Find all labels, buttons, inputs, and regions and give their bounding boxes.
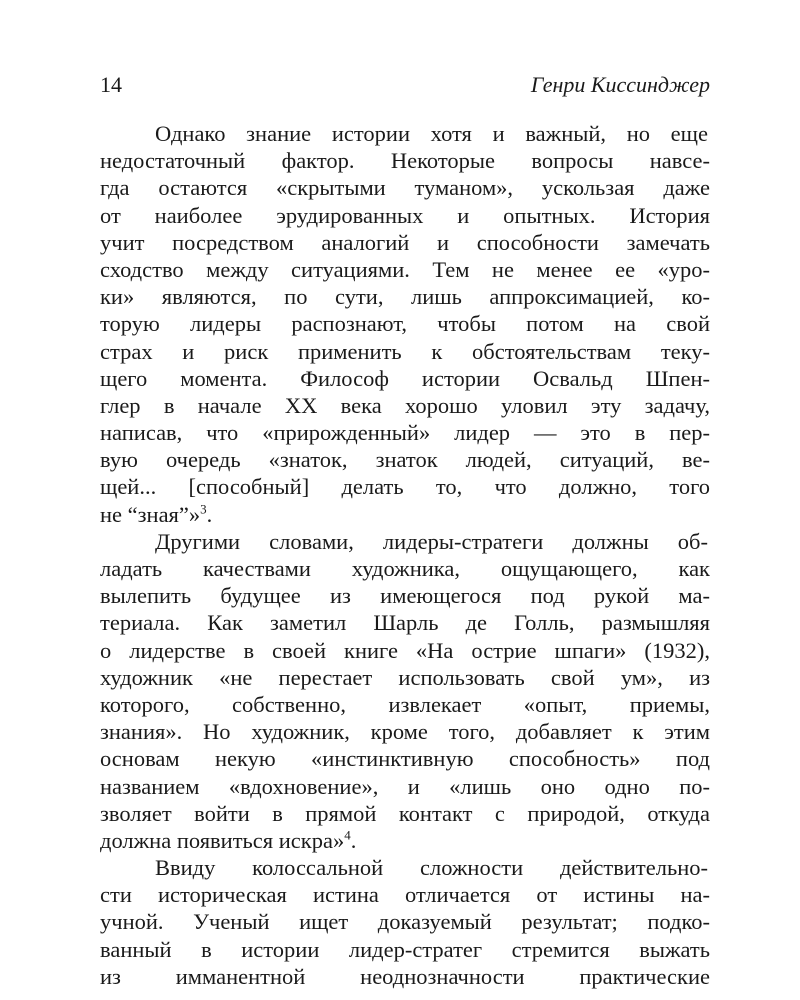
text-line: сходство между ситуациями. Тем не менее ее «уро- xyxy=(100,256,710,282)
text-line-last xyxy=(100,827,710,854)
text-line: сти историческая истина отличается от истины на- xyxy=(100,882,710,908)
running-title: Генри Киссинджер xyxy=(530,72,710,97)
text-line: гда остаются «скрытыми туманом», ускользая даже xyxy=(100,175,710,201)
text-line: страх и риск применить к обстоятельствам теку- xyxy=(100,338,710,364)
paragraph-3 xyxy=(100,854,710,990)
end-punct: . xyxy=(206,501,213,527)
text-line: Ввиду колоссальной сложности действительно- xyxy=(155,855,708,881)
page-number: 14 xyxy=(100,72,122,97)
text-line: Другими словами, лидеры-стратеги должны об- xyxy=(155,528,708,554)
text-line: ладать качествами художника, ощущающего, как xyxy=(100,556,710,581)
text-line: которого, собственно, извлекает «опыт, приемы, xyxy=(100,691,710,717)
text-line: вылепить будущее из имеющегося под рукой ма- xyxy=(100,583,710,609)
paragraph-2 xyxy=(100,528,710,854)
text-fragment: должна появиться искра» xyxy=(100,827,345,853)
text-line: учит посредством аналогий и способности замечать xyxy=(100,229,710,255)
body-text xyxy=(100,120,710,990)
text-line: вую очередь «знаток, знаток людей, ситуаций, ве- xyxy=(100,447,710,473)
text-line: из имманентной неоднозначности практические xyxy=(100,963,710,989)
text-line: териала. Как заметил Шарль де Голль, размышляя xyxy=(100,610,710,636)
text-fragment: не “зная”» xyxy=(100,501,201,527)
text-line: ки» являются, по сути, лишь аппроксимацией, ко- xyxy=(100,284,710,310)
text-line: щей... [способный] делать то, что должно, того xyxy=(100,474,710,500)
text-line: названием «вдохновение», и «лишь оно одно по- xyxy=(100,773,710,799)
text-line: знания». Но художник, кроме того, добавляет к этим xyxy=(100,719,710,745)
text-line: Однако знание истории хотя и важный, но еще xyxy=(155,121,708,146)
text-line: глер в начале XX века хорошо уловил эту задачу, xyxy=(100,392,710,418)
text-line: о лидерстве в своей книге «На острие шпаги» (1932), xyxy=(100,637,710,663)
text-line: недостаточный фактор. Некоторые вопросы навсе- xyxy=(100,148,710,174)
text-line: ванный в истории лидер-стратег стремится выжать xyxy=(100,936,710,962)
footnote-ref: 4 xyxy=(344,827,351,843)
text-line: учной. Ученый ищет доказуемый результат; подко- xyxy=(100,909,710,935)
text-line: щего момента. Философ истории Освальд Шпен- xyxy=(100,365,710,391)
text-line: от наиболее эрудированных и опытных. История xyxy=(100,202,710,228)
end-punct: . xyxy=(350,827,357,853)
text-line: написав, что «прирожденный» лидер — это в пер- xyxy=(100,420,710,446)
footnote-ref: 3 xyxy=(200,501,207,517)
text-line-last xyxy=(100,501,710,528)
running-head xyxy=(100,70,710,100)
text-line: торую лидеры распознают, чтобы потом на свой xyxy=(100,311,710,337)
text-line: основам некую «инстинктивную способность» под xyxy=(100,746,710,772)
text-line: художник «не перестает использовать свой ум», из xyxy=(100,664,710,690)
paragraph-1 xyxy=(100,120,710,528)
text-line: зволяет войти в прямой контакт с природой, откуда xyxy=(100,800,710,826)
